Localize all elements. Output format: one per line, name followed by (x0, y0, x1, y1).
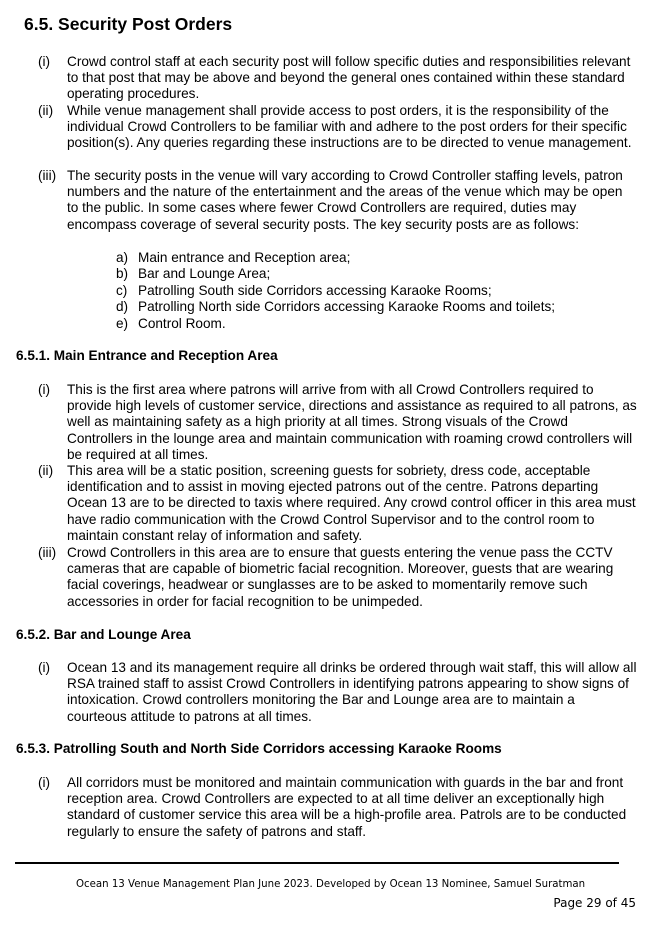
item-text: While venue management shall provide access to post orders, it is the responsibility of the individual Crowd Controllers to be familiar with and adhere to the post orders for their specific position(s). Any queries regarding these instructions are to be directed to venue management. (67, 103, 632, 151)
sub-item-letter: b) (116, 266, 129, 282)
item-number: (i) (38, 382, 51, 397)
subsection-heading: 6.5.3. Patrolling South and North Side Corridors accessing Karaoke Rooms (16, 741, 502, 756)
item-number: (i) (38, 775, 51, 790)
list-item (38, 103, 638, 152)
sub-list-item (116, 250, 555, 266)
item-text: Ocean 13 and its management require all drinks be ordered through wait staff, this will allow all RSA trained staff to assist Crowd Controllers in identifying patrons appearing to show signs of intoxication. Crowd controllers monitoring the Bar and Lounge area are to maintain a courteous attitude to patrons at all times. (67, 660, 637, 724)
sub-item-letter: a) (116, 250, 129, 265)
page-number: Page 29 of 45 (553, 896, 636, 910)
footer-divider (15, 862, 619, 864)
sub-list-item (116, 316, 555, 332)
item-text: This area will be a static position, screening guests for sobriety, dress code, acceptable identification and to assist in moving ejected patrons out of the centre. Patrons departing Ocean 13 are to be directed to taxis where required. Any crowd control officer in this area must have radio communication with the Crowd Control Supervisor and to the control room to maintain constant relay of information and safety. (67, 463, 636, 543)
sub-item-letter: d) (116, 299, 129, 315)
sub-list-item (116, 299, 555, 315)
item-number: (iii) (38, 168, 57, 183)
item-number: (i) (38, 660, 51, 675)
list-item (38, 545, 638, 610)
subsection-heading: 6.5.1. Main Entrance and Reception Area (16, 348, 278, 363)
list-item (38, 660, 638, 725)
sub-item-letter: c) (116, 282, 128, 298)
footer-text: Ocean 13 Venue Management Plan June 2023. Developed by Ocean 13 Nominee, Samuel Suratman (76, 879, 586, 890)
subsection-heading: 6.5.2. Bar and Lounge Area (16, 627, 191, 642)
item-number: (ii) (38, 103, 54, 118)
security-posts-list (116, 250, 555, 332)
list-item (38, 168, 638, 233)
item-text: Crowd control staff at each security post will follow specific duties and responsibilities relevant to that post that may be above and beyond the general ones contained within these standard operating procedures. (67, 54, 631, 102)
sub-item-text: Main entrance and Reception area; (138, 250, 351, 265)
item-number: (iii) (38, 545, 57, 560)
item-number: (i) (38, 54, 51, 69)
sub-item-letter: e) (116, 315, 129, 331)
sub-item-text: Patrolling North side Corridors accessing Karaoke Rooms and toilets; (138, 299, 556, 315)
item-text: All corridors must be monitored and maintain communication with guards in the bar and front reception area. Crowd Controllers are expected to at all time deliver an exceptionally high standard of customer service this area will be a high-profile area. Patrols are to be conducted regularly to ensure the safety of patrons and staff. (67, 775, 627, 839)
item-number: (ii) (38, 463, 54, 478)
list-item (38, 463, 638, 544)
sub-list-item (116, 283, 555, 299)
list-item (38, 775, 638, 840)
sub-list-item (116, 266, 555, 282)
item-text: Crowd Controllers in this area are to ensure that guests entering the venue pass the CCTV cameras that are capable of biometric facial recognition. Moreover, guests that are wearing facial coverings, headwear or sunglasses are to be asked to momentarily remove such accessories in order for facial recognition to be unimpeded. (67, 545, 614, 609)
sub-item-text: Patrolling South side Corridors accessing Karaoke Rooms; (138, 282, 492, 298)
item-text: This is the first area where patrons will arrive from with all Crowd Controllers required to provide high levels of customer service, directions and assistance as required to all patrons, as well as maintaining safety as a high priority at all times. Strong visuals of the Crowd Controllers in the lounge area and maintain communication with roaming crowd controllers will be required at all times. (67, 382, 637, 462)
list-item (38, 382, 638, 463)
list-item (38, 54, 638, 103)
sub-item-text: Control Room. (138, 315, 226, 331)
sub-item-text: Bar and Lounge Area; (138, 266, 271, 282)
section-heading: 6.5. Security Post Orders (24, 14, 233, 34)
item-text: The security posts in the venue will vary according to Crowd Controller staffing levels, patron numbers and the nature of the entertainment and the areas of the venue which may be open to the public. In some cases where fewer Crowd Controllers are required, duties may encompass coverage of several security posts. The key security posts are as follows: (67, 168, 623, 232)
